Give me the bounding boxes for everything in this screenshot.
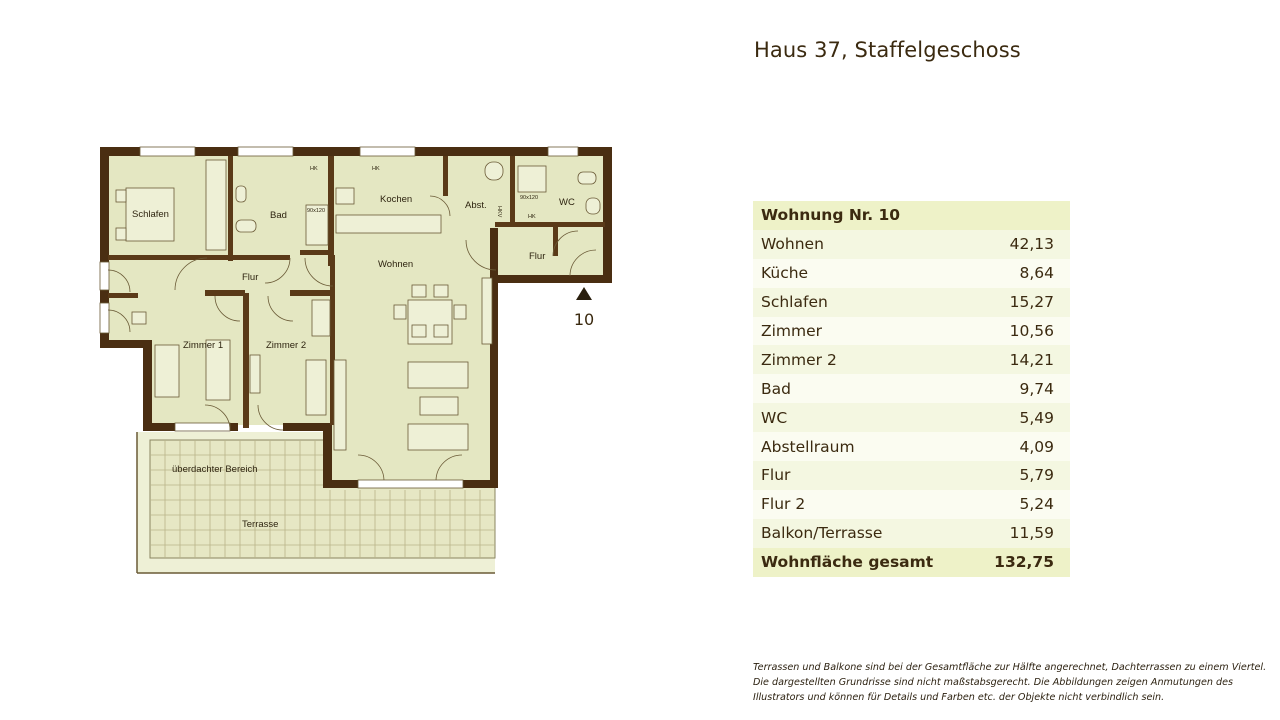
room-label-kochen: Kochen [380,194,413,205]
table-row: Zimmer 10,56 [753,317,1070,346]
total-value: 132,75 [994,553,1054,572]
shower-size-label: 90x120 [520,195,539,201]
room-label-flur: Flur [242,272,259,283]
room-label-zimmer-1: Zimmer 1 [183,340,224,351]
disclaimer-footnote: Terrassen und Balkone sind bei der Gesamtfläche zur Hälfte angerechnet, Dachterrassen zu einem Viertel. Die dargestellten Grundrisse sind nicht maßstabsgerecht. Die Abbildungen zeigen Anmutungen des Illustrators und können für Details und Farben etc. der Objekte nicht verbindlich sein. [753,662,1267,703]
table-row: Flur 2 5,24 [753,490,1070,519]
heater-label: HK [528,214,536,220]
unit-number: 10 [573,310,595,329]
room-label-zimmer-2: Zimmer 2 [266,340,307,351]
room-label-flur-2: Flur [529,251,546,262]
room-label-wc: WC [559,197,575,208]
table-row: Abstellraum 4,09 [753,432,1070,461]
table-row: Küche 8,64 [753,259,1070,288]
room-label-ueberdacht: überdachter Bereich [172,464,258,475]
heater-distributor-label: HKV [496,206,502,218]
shower-size-label: 90x120 [307,208,326,214]
room-label-abst: Abst. [465,200,487,211]
table-row: Schlafen 15,27 [753,288,1070,317]
table-row: Flur 5,79 [753,461,1070,490]
table-row: Balkon/Terrasse 11,59 [753,519,1070,548]
table-row: Wohnen 42,13 [753,230,1070,259]
total-label: Wohnfläche gesamt [761,553,934,572]
table-header [753,201,1070,230]
area-table [753,201,1070,577]
table-total-row [753,548,1070,577]
room-label-schlafen: Schlafen [132,209,169,220]
entrance-arrow-icon [576,287,592,300]
table-header-label: Wohnung Nr. 10 [761,206,901,225]
table-row: WC 5,49 [753,403,1070,432]
room-label-bad: Bad [270,210,287,221]
page-title: Haus 37, Staffelgeschoss [754,38,1021,62]
table-row: Bad 9,74 [753,374,1070,403]
heater-label: HK [372,166,380,172]
floor-plan [95,140,620,580]
room-label-wohnen: Wohnen [378,259,414,270]
table-row: Zimmer 2 14,21 [753,345,1070,374]
heater-label: HK [310,166,318,172]
unit-entrance-marker [568,287,600,329]
room-label-terrasse: Terrasse [242,519,279,530]
